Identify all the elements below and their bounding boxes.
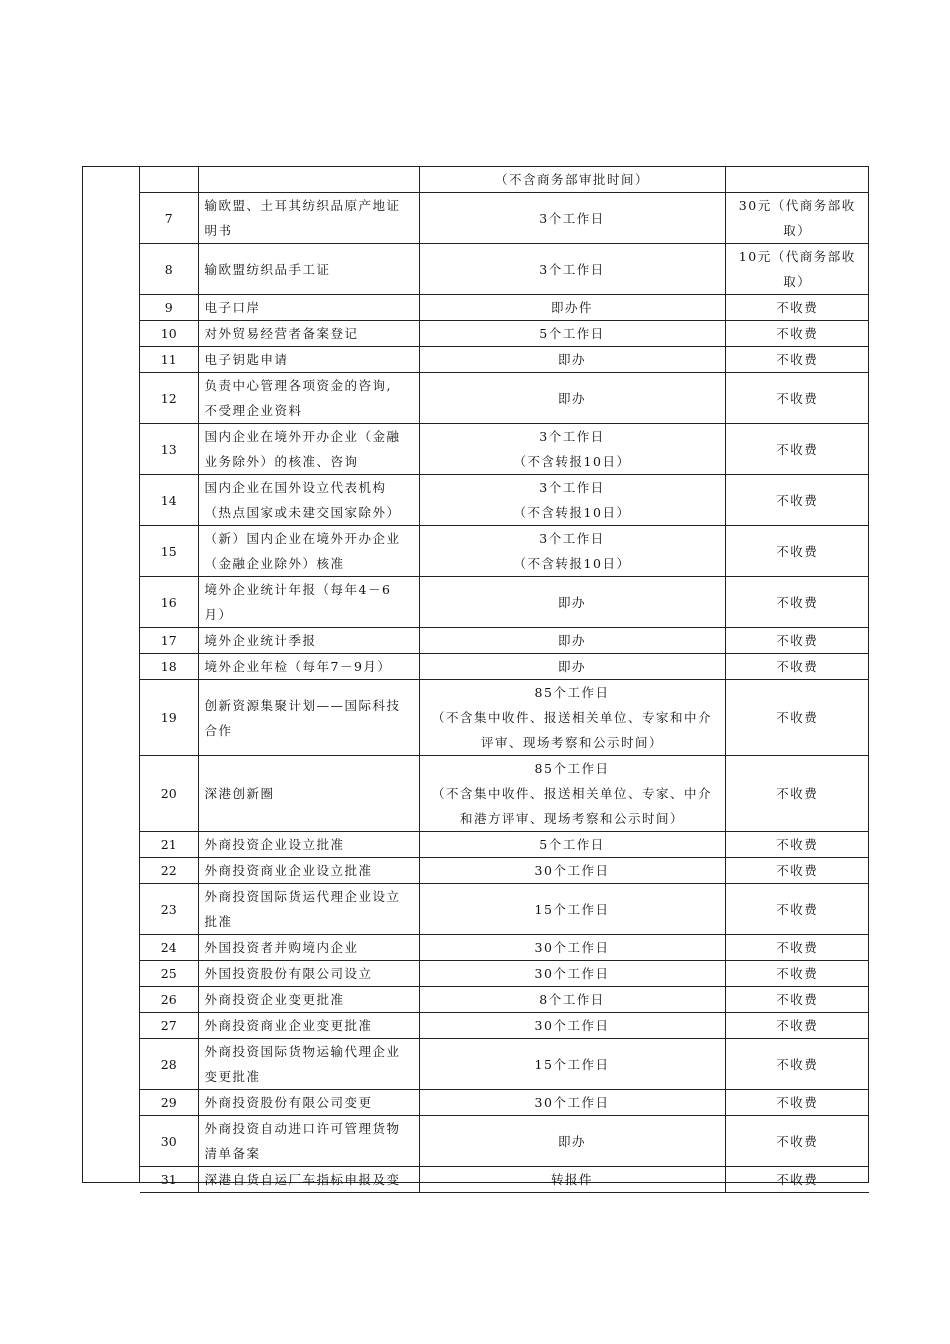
row-number: 29 <box>140 1090 198 1116</box>
table-body <box>140 167 869 1193</box>
fee <box>725 1090 869 1116</box>
service-item <box>198 373 419 424</box>
fee-line: 不收费 <box>776 710 819 725</box>
row-number: 14 <box>140 475 198 526</box>
row-number: 19 <box>140 680 198 756</box>
processing-time-line: 即办 <box>557 659 586 674</box>
fee-line: 10元（代商务部收 <box>738 249 856 264</box>
processing-time <box>419 961 725 987</box>
processing-time-line: 即办 <box>557 352 586 367</box>
table-row <box>140 526 869 577</box>
processing-time <box>419 321 725 347</box>
processing-time <box>419 832 725 858</box>
processing-time-line: 30个工作日 <box>534 966 610 981</box>
fee <box>725 424 869 475</box>
fee <box>725 193 869 244</box>
fee-line: 不收费 <box>776 1133 819 1149</box>
service-item-line: 深港自货自运厂车指标申报及变 <box>204 1172 401 1187</box>
service-item-line: 输欧盟纺织品手工证 <box>204 261 331 277</box>
service-item-line: 业务除外）的核准、咨询 <box>204 454 359 469</box>
fee-line: 不收费 <box>776 633 819 648</box>
service-item <box>198 321 419 347</box>
table-row <box>140 680 869 756</box>
service-item-line: 创新资源集聚计划——国际科技 <box>204 697 401 713</box>
processing-time <box>419 475 725 526</box>
fee-line: 不收费 <box>776 594 819 610</box>
service-item-line: 电子钥匙申请 <box>204 352 289 367</box>
row-number <box>140 167 198 193</box>
processing-time-line: （不含转报10日） <box>513 556 631 571</box>
service-item <box>198 244 419 295</box>
table-row <box>140 884 869 935</box>
processing-time-line: 3个工作日 <box>539 531 605 546</box>
fee-line: 取） <box>783 223 812 238</box>
table-row <box>140 193 869 244</box>
service-item-line: 批准 <box>204 914 233 929</box>
fee-line: 不收费 <box>776 992 819 1007</box>
fee-line: 不收费 <box>776 543 819 559</box>
row-number: 20 <box>140 756 198 832</box>
row-number: 8 <box>140 244 198 295</box>
service-item-line: 不受理企业资料 <box>204 403 303 418</box>
row-number: 25 <box>140 961 198 987</box>
processing-time <box>419 295 725 321</box>
table-row <box>140 987 869 1013</box>
table-row <box>140 654 869 680</box>
processing-time <box>419 628 725 654</box>
fee-line: 不收费 <box>776 300 819 315</box>
service-item-line: 国内企业在国外设立代表机构 <box>204 480 387 495</box>
fee <box>725 167 869 193</box>
processing-time-line: 3个工作日 <box>539 261 605 277</box>
processing-time-line: 和港方评审、现场考察和公示时间） <box>459 811 684 826</box>
service-item <box>198 167 419 193</box>
table-row <box>140 295 869 321</box>
row-number: 31 <box>140 1167 198 1193</box>
row-number: 26 <box>140 987 198 1013</box>
processing-time-line: 即办 <box>557 390 586 406</box>
processing-time <box>419 424 725 475</box>
table-row <box>140 1013 869 1039</box>
processing-time-line: 30个工作日 <box>534 940 610 955</box>
table-row <box>140 628 869 654</box>
fee <box>725 628 869 654</box>
service-item-line: 外商投资企业设立批准 <box>204 837 345 852</box>
fee <box>725 884 869 935</box>
processing-time-line: 3个工作日 <box>539 210 605 226</box>
fee <box>725 832 869 858</box>
table-row <box>140 1167 869 1193</box>
service-item <box>198 295 419 321</box>
service-item-line: 外商投资企业变更批准 <box>204 992 345 1007</box>
service-item <box>198 961 419 987</box>
fee <box>725 680 869 756</box>
fee-line: 不收费 <box>776 837 819 852</box>
table-row <box>140 832 869 858</box>
fee-line: 不收费 <box>776 863 819 878</box>
service-item-line: （新）国内企业在境外开办企业 <box>204 531 401 546</box>
processing-time-line: 30个工作日 <box>534 863 610 878</box>
service-item <box>198 1090 419 1116</box>
service-item <box>198 858 419 884</box>
fee <box>725 1039 869 1090</box>
fee <box>725 347 869 373</box>
table-row <box>140 935 869 961</box>
fee <box>725 577 869 628</box>
processing-time <box>419 1116 725 1167</box>
fee-line: 不收费 <box>776 966 819 981</box>
category-column <box>83 167 140 1182</box>
service-item <box>198 987 419 1013</box>
service-item-line: 外商投资股份有限公司变更 <box>204 1095 373 1110</box>
row-number: 22 <box>140 858 198 884</box>
fee <box>725 1013 869 1039</box>
processing-time-line: 15个工作日 <box>534 1056 610 1072</box>
processing-time <box>419 167 725 193</box>
row-number: 28 <box>140 1039 198 1090</box>
processing-time <box>419 654 725 680</box>
service-item <box>198 526 419 577</box>
table-row <box>140 1090 869 1116</box>
service-item-line: （金融企业除外）核准 <box>204 556 345 571</box>
fee-line: 不收费 <box>776 901 819 917</box>
service-item-line: 变更批准 <box>204 1069 261 1084</box>
service-item-line: 境外企业年检（每年7－9月） <box>204 659 392 674</box>
fee-line: 不收费 <box>776 786 819 801</box>
row-number: 12 <box>140 373 198 424</box>
processing-time-line: （不含集中收件、报送相关单位、专家和中介 <box>431 710 712 725</box>
row-number: 16 <box>140 577 198 628</box>
row-number: 15 <box>140 526 198 577</box>
table-row <box>140 961 869 987</box>
processing-time <box>419 680 725 756</box>
fee-line: 不收费 <box>776 1018 819 1033</box>
processing-time <box>419 347 725 373</box>
row-number: 7 <box>140 193 198 244</box>
service-item <box>198 1116 419 1167</box>
service-item-line: 外国投资者并购境内企业 <box>204 940 359 955</box>
service-item <box>198 193 419 244</box>
service-item <box>198 577 419 628</box>
service-item <box>198 654 419 680</box>
fee <box>725 858 869 884</box>
processing-time <box>419 1090 725 1116</box>
service-item-line: （热点国家或未建交国家除外） <box>204 505 401 520</box>
processing-time-line: 即办 <box>557 633 586 648</box>
service-item <box>198 756 419 832</box>
row-number: 30 <box>140 1116 198 1167</box>
service-item <box>198 1039 419 1090</box>
table-row <box>140 347 869 373</box>
fee-line: 不收费 <box>776 492 819 508</box>
processing-time-line: 15个工作日 <box>534 901 610 917</box>
service-item-line: 国内企业在境外开办企业（金融 <box>204 429 401 444</box>
table-row <box>140 321 869 347</box>
processing-time <box>419 884 725 935</box>
service-item-line: 境外企业统计年报（每年4－6 <box>204 582 392 597</box>
fee <box>725 756 869 832</box>
service-item-line: 外商投资商业企业变更批准 <box>204 1018 373 1033</box>
service-item <box>198 424 419 475</box>
fee <box>725 321 869 347</box>
processing-time-line: 3个工作日 <box>539 480 605 495</box>
processing-time-line: 5个工作日 <box>539 837 605 852</box>
processing-time-line: 即办件 <box>550 300 593 315</box>
table-row <box>140 373 869 424</box>
service-item-line: 合作 <box>204 722 233 738</box>
fee-line: 不收费 <box>776 441 819 457</box>
row-number: 24 <box>140 935 198 961</box>
processing-time-line: （不含转报10日） <box>513 454 631 469</box>
processing-time <box>419 193 725 244</box>
service-table-frame <box>82 166 869 1187</box>
row-number: 23 <box>140 884 198 935</box>
fee-line: 不收费 <box>776 390 819 406</box>
table-row <box>140 475 869 526</box>
service-item <box>198 884 419 935</box>
service-item <box>198 347 419 373</box>
service-item <box>198 475 419 526</box>
fee-line: 不收费 <box>776 326 819 341</box>
fee <box>725 1116 869 1167</box>
processing-time <box>419 577 725 628</box>
fee <box>725 244 869 295</box>
processing-time-line: （不含转报10日） <box>513 505 631 520</box>
table-row <box>140 577 869 628</box>
service-item-line: 外商投资国际货物运输代理企业 <box>204 1044 401 1059</box>
processing-time <box>419 1013 725 1039</box>
service-item <box>198 935 419 961</box>
table-row <box>140 244 869 295</box>
fee <box>725 1167 869 1193</box>
row-number: 27 <box>140 1013 198 1039</box>
service-item <box>198 680 419 756</box>
row-number: 17 <box>140 628 198 654</box>
fee <box>725 295 869 321</box>
processing-time-line: 8个工作日 <box>539 992 605 1007</box>
row-number: 11 <box>140 347 198 373</box>
row-number: 10 <box>140 321 198 347</box>
fee <box>725 654 869 680</box>
processing-time <box>419 373 725 424</box>
service-item-line: 境外企业统计季报 <box>204 633 317 648</box>
service-item-line: 月） <box>204 607 233 622</box>
service-item-line: 明书 <box>204 223 233 238</box>
processing-time <box>419 244 725 295</box>
fee-line: 不收费 <box>776 1056 819 1072</box>
service-item <box>198 1013 419 1039</box>
processing-time-line: 即办 <box>557 594 586 610</box>
table-row <box>140 1116 869 1167</box>
service-item-line: 外国投资股份有限公司设立 <box>204 966 373 981</box>
row-number: 18 <box>140 654 198 680</box>
processing-time-line: 5个工作日 <box>539 326 605 341</box>
fee <box>725 987 869 1013</box>
row-number: 21 <box>140 832 198 858</box>
table-row <box>140 756 869 832</box>
processing-time <box>419 935 725 961</box>
fee <box>725 935 869 961</box>
fee-line: 不收费 <box>776 940 819 955</box>
processing-time-line: 85个工作日 <box>534 761 610 776</box>
processing-time-line: 转报件 <box>550 1172 593 1187</box>
table-row <box>140 167 869 193</box>
service-item-line: 深港创新圈 <box>204 786 275 801</box>
processing-time <box>419 858 725 884</box>
fee <box>725 373 869 424</box>
processing-time <box>419 526 725 577</box>
processing-time <box>419 1167 725 1193</box>
table-row <box>140 424 869 475</box>
service-item <box>198 832 419 858</box>
service-item-line: 对外贸易经营者备案登记 <box>204 326 359 341</box>
processing-time <box>419 987 725 1013</box>
fee-line: 取） <box>783 274 812 289</box>
fee <box>725 475 869 526</box>
table-row <box>140 858 869 884</box>
processing-time-line: 85个工作日 <box>534 685 610 700</box>
fee-line: 不收费 <box>776 659 819 674</box>
service-item-line: 负责中心管理各项资金的咨询, <box>204 378 392 393</box>
table-row <box>140 1039 869 1090</box>
service-item <box>198 1167 419 1193</box>
processing-time <box>419 756 725 832</box>
processing-time-line: （不含商务部审批时间） <box>494 172 649 187</box>
processing-time-line: （不含集中收件、报送相关单位、专家、中介 <box>431 786 712 801</box>
processing-time <box>419 1039 725 1090</box>
fee-line: 不收费 <box>776 352 819 367</box>
service-item-line: 外商投资自动进口许可管理货物 <box>204 1121 401 1136</box>
processing-time-line: 30个工作日 <box>534 1018 610 1033</box>
service-table <box>140 167 869 1193</box>
processing-time-line: 即办 <box>557 1133 586 1149</box>
service-item-line: 外商投资商业企业设立批准 <box>204 863 373 878</box>
service-item-line: 清单备案 <box>204 1146 261 1161</box>
processing-time-line: 30个工作日 <box>534 1095 610 1110</box>
fee-line: 30元（代商务部收 <box>738 198 856 213</box>
service-item-line: 输欧盟、土耳其纺织品原产地证 <box>204 198 401 213</box>
row-number: 9 <box>140 295 198 321</box>
row-number: 13 <box>140 424 198 475</box>
processing-time-line: 评审、现场考察和公示时间） <box>480 735 663 750</box>
fee-line: 不收费 <box>776 1172 819 1187</box>
processing-time-line: 3个工作日 <box>539 429 605 444</box>
service-item <box>198 628 419 654</box>
fee <box>725 526 869 577</box>
fee <box>725 961 869 987</box>
service-item-line: 电子口岸 <box>204 300 261 315</box>
service-item-line: 外商投资国际货运代理企业设立 <box>204 889 401 904</box>
fee-line: 不收费 <box>776 1095 819 1110</box>
